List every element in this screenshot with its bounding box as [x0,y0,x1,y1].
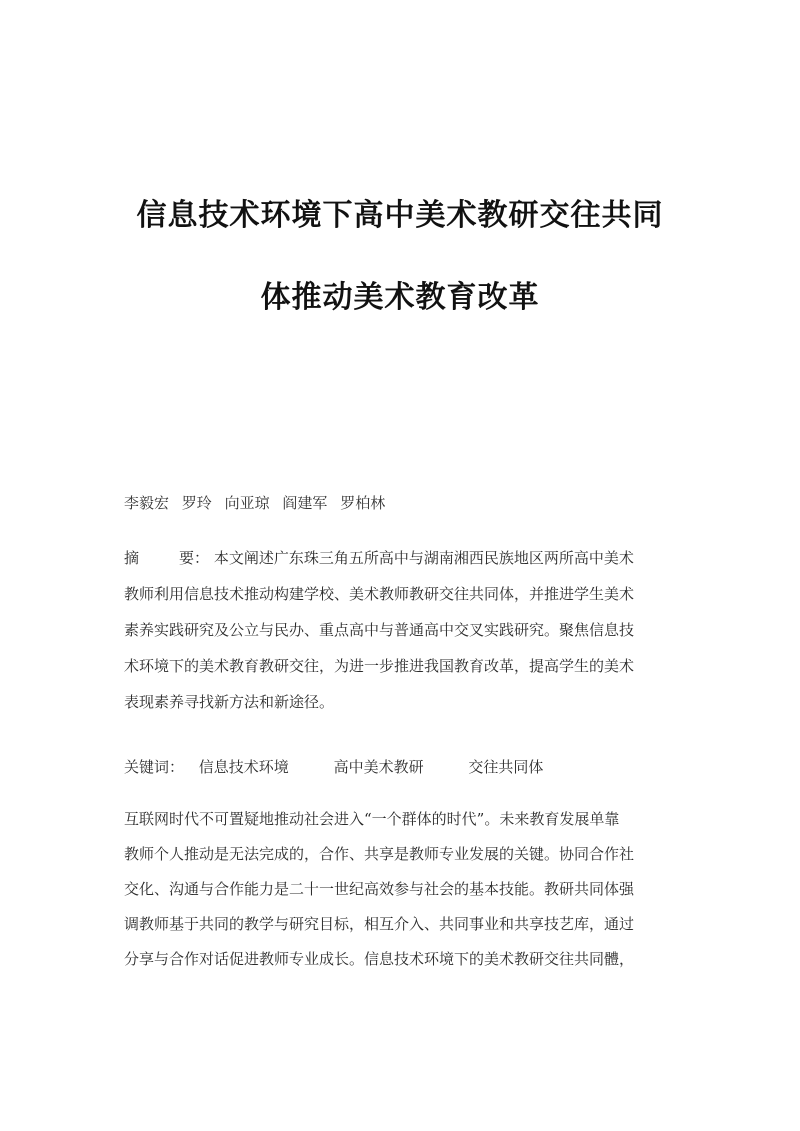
body-line-3: 交化、沟通与合作能力是二十一世纪高效参与社会的基本技能。教研共同体强 [124,880,635,898]
author-name: 罗柏林 [340,494,386,512]
abstract-line-2: 教师利用信息技术推动构建学校、美术教师教研交往共同体，并推进学生美术 [124,585,635,603]
abstract-label: 摘 要： [124,549,210,567]
keywords-label: 关键词： [124,758,185,776]
body-line-4: 调教师基于共同的教学与研究目标，相互介入、共同事业和共享技艺库，通过 [124,915,635,933]
keyword: 高中美术教研 [333,758,424,776]
author-name: 罗玲 [181,494,212,512]
keyword: 交往共同体 [468,758,544,776]
author-name: 李毅宏 [124,494,170,512]
abstract-line-3: 素养实践研究及公立与民办、重点高中与普通高中交叉实践研究。聚焦信息技 [124,621,635,639]
keywords-section [124,756,583,777]
body-line-2: 教师个人推动是无法完成的，合作、共享是教师专业发展的关键。协同合作社 [124,845,635,863]
abstract-line-5: 表现素养寻找新方法和新途径。 [124,693,335,711]
abstract-line-1: 摘 要： 本文阐述广东珠三角五所高中与湖南湘西民族地区两所高中美术 [124,549,634,567]
author-name: 阎建军 [282,494,328,512]
author-name: 向亚琼 [224,494,270,512]
paper-title-line-2: 体推动美术教育改革 [260,280,540,315]
keyword: 信息技术环境 [198,758,289,776]
abstract-section [124,540,676,720]
paper-title-line-1: 信息技术环境下高中美术教研交往共同 [136,198,664,233]
body-paragraph [124,802,676,977]
abstract-line-4: 术环境下的美术教育教研交往，为进一步推进我国教育改革，提高学生的美术 [124,657,635,675]
body-line-5: 分享与合作对话促进教师专业成长。信息技术环境下的美术教研交往共同體， [124,950,635,968]
body-line-1: 互联网时代不可置疑地推动社会进入“一个群体的时代”。未来教育发展单靠 [124,810,620,828]
author-list [124,492,393,513]
